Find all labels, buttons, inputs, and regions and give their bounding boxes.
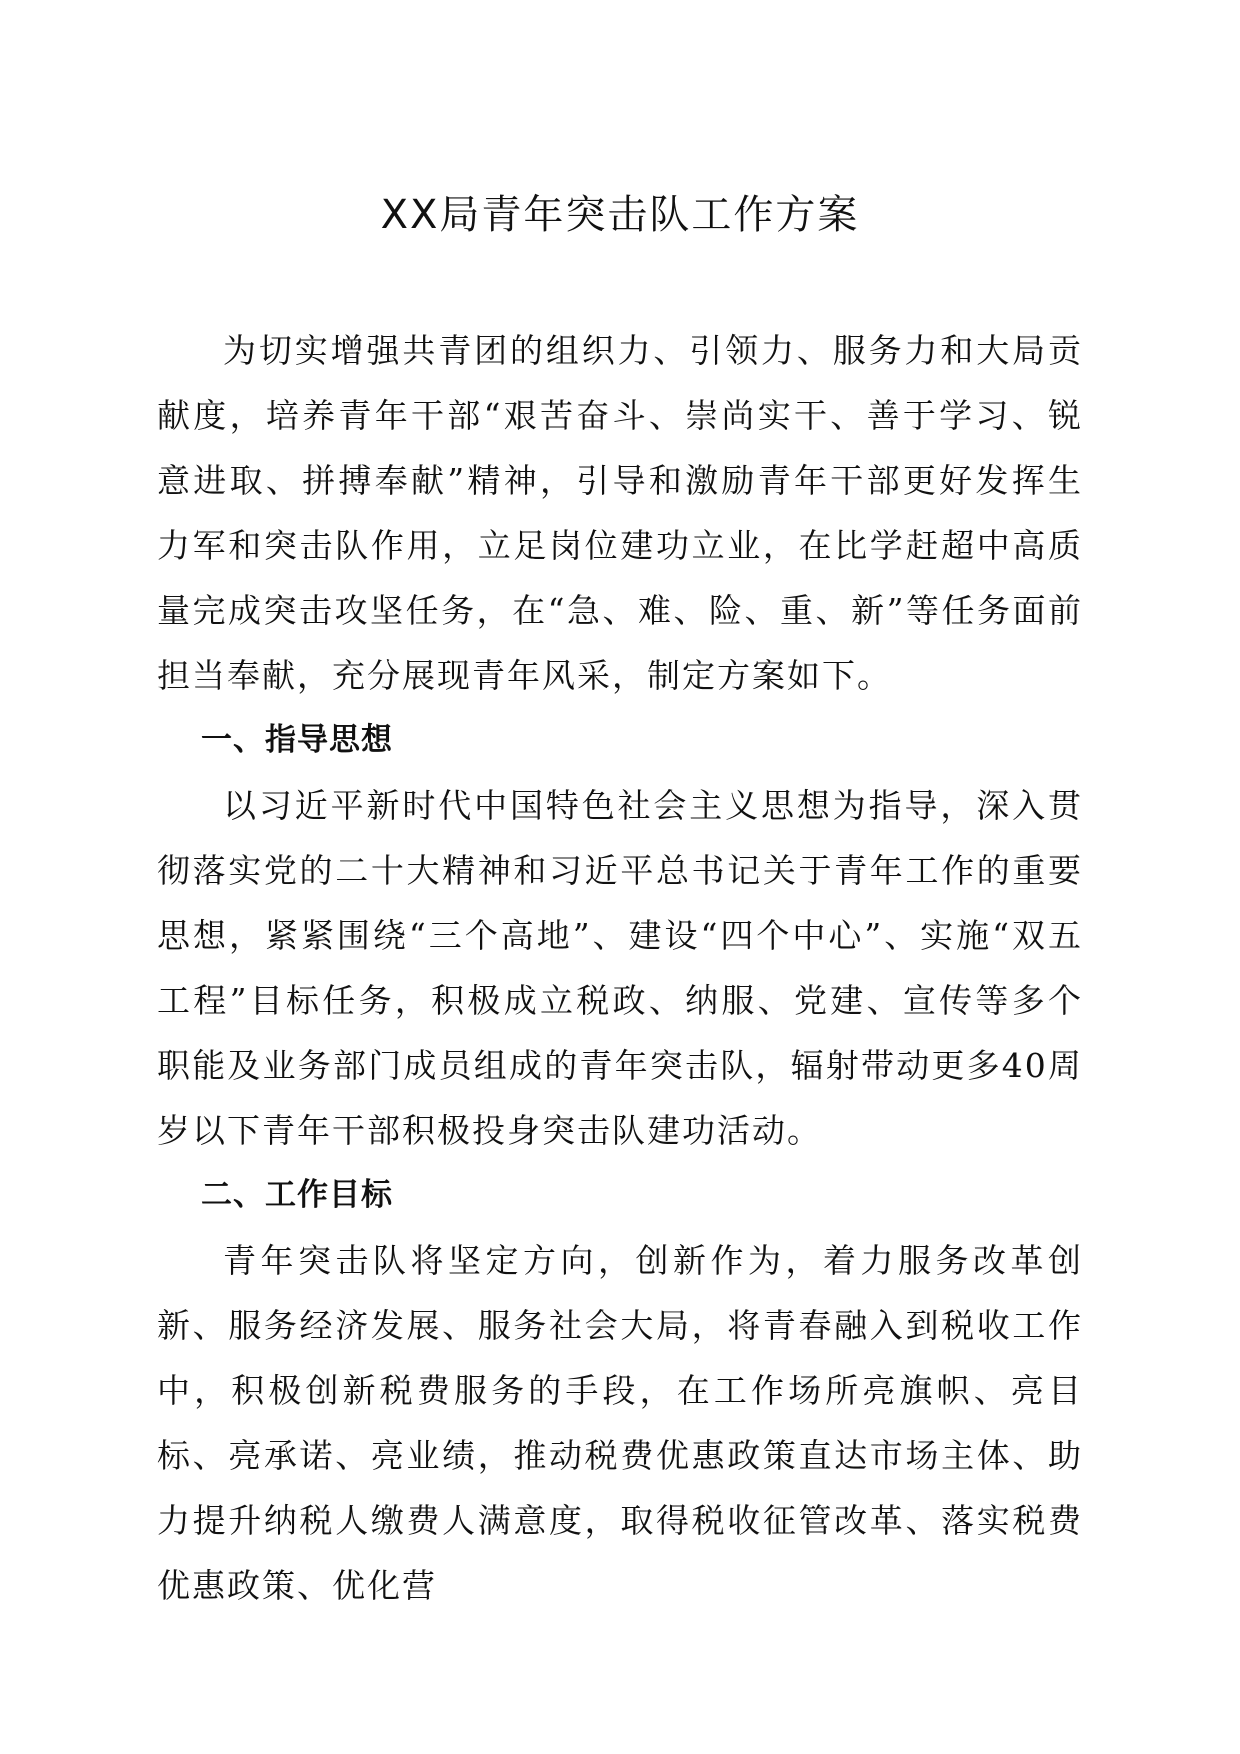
section-body-guiding-ideology: 以习近平新时代中国特色社会主义思想为指导，深入贯彻落实党的二十大精神和习近平总书记关于青年工作的重要思想，紧紧围绕“三个高地”、建设“四个中心”、实施“双五工程”目标任务，积极成立税政、纳服、党建、宣传等多个职能及业务部门成员组成的青年突击队，辐射带动更多40周岁以下青年干部积极投身突击队建功活动。 [157,786,1083,1150]
document-title: XX局青年突击队工作方案 [380,192,860,238]
document-body [157,318,1083,1618]
section-heading-work-goals: 二、工作目标 [201,1177,393,1213]
section-body-work-goals: 青年突击队将坚定方向，创新作为，着力服务改革创新、服务经济发展、服务社会大局，将青春融入到税收工作中，积极创新税费服务的手段，在工作场所亮旗帜、亮目标、亮承诺、亮业绩，推动税费优惠政策直达市场主体、助力提升纳税人缴费人满意度，取得税收征管改革、落实税费优惠政策、优化营 [157,1241,1083,1605]
intro-paragraph: 为切实增强共青团的组织力、引领力、服务力和大局贡献度，培养青年干部“艰苦奋斗、崇尚实干、善于学习、锐意进取、拼搏奉献”精神，引导和激励青年干部更好发挥生力军和突击队作用，立足岗位建功立业，在比学赶超中高质量完成突击攻坚任务，在“急、难、险、重、新”等任务面前担当奉献，充分展现青年风采，制定方案如下。 [157,331,1083,695]
section-heading-guiding-ideology: 一、指导思想 [201,722,393,758]
